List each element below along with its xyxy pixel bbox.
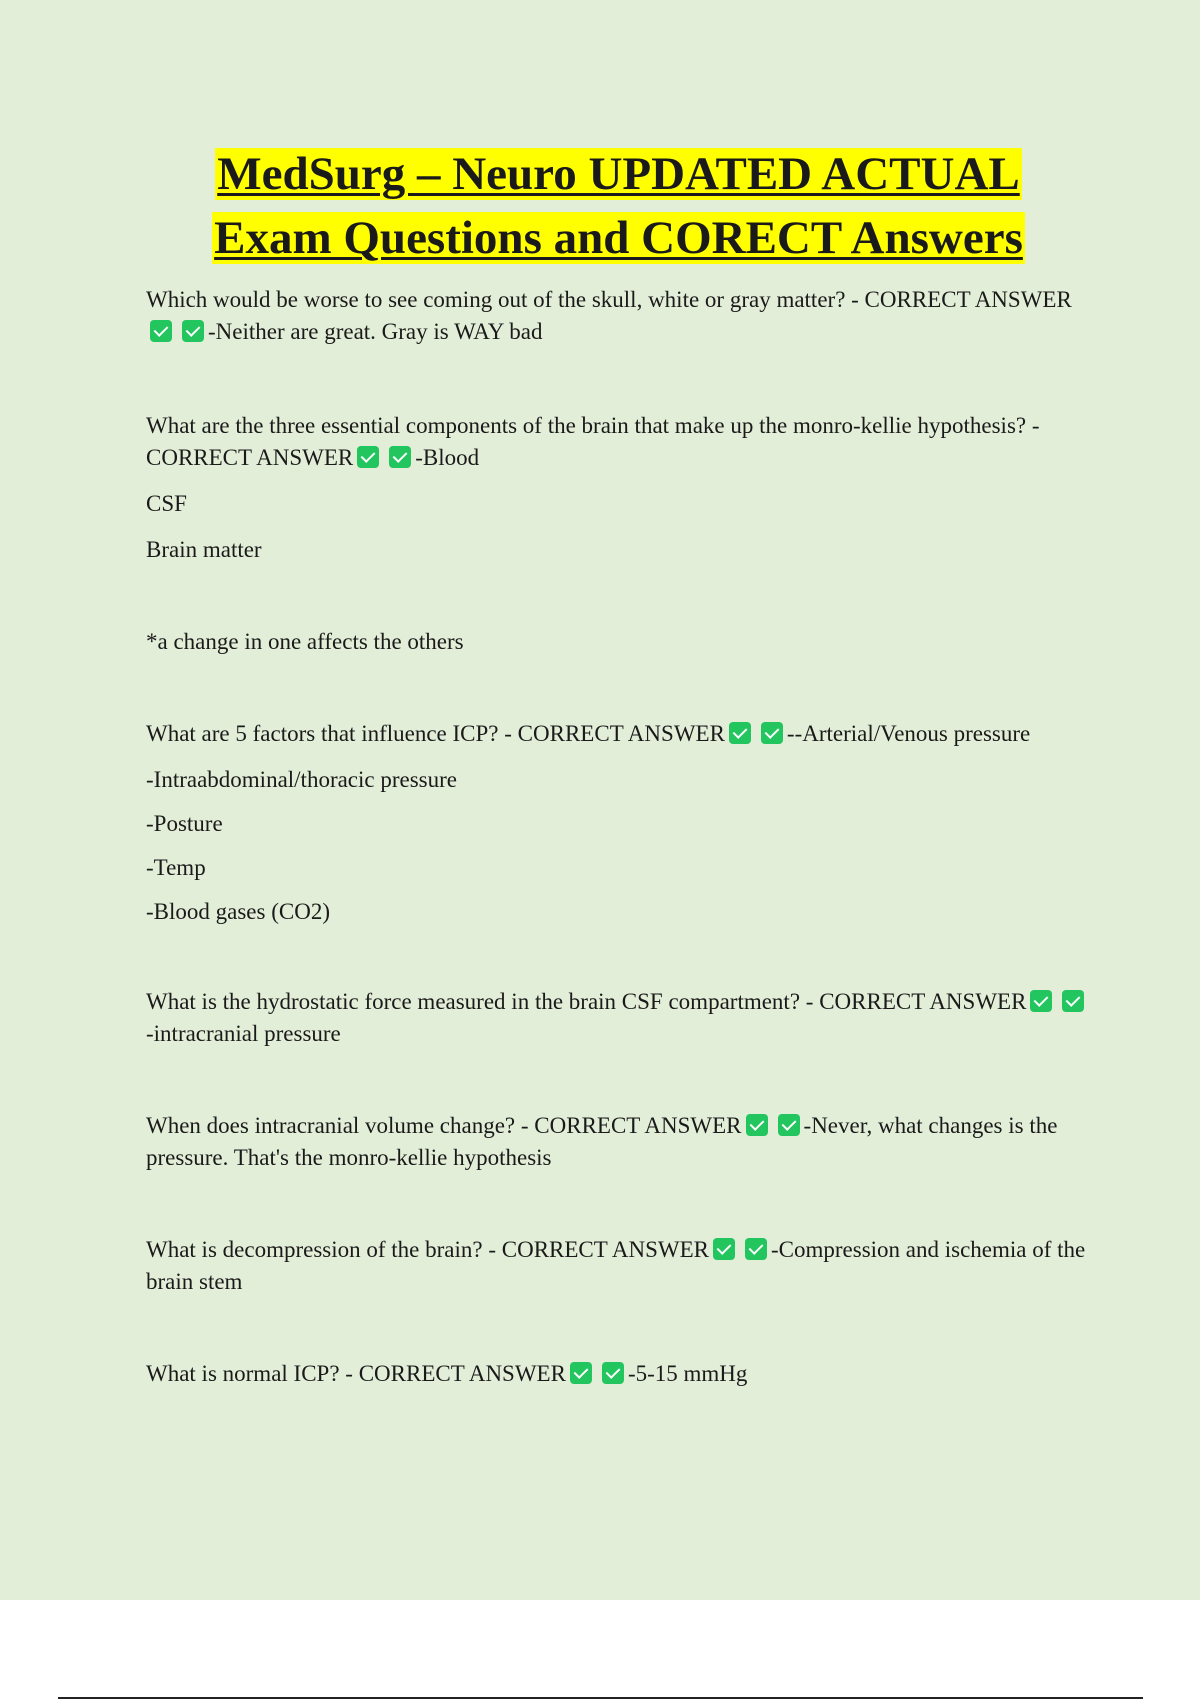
question-text: What is the hydrostatic force measured in the brain CSF compartment? - CORRECT ANSWER bbox=[146, 989, 1027, 1014]
check-box-icon bbox=[745, 1238, 767, 1260]
document-content bbox=[146, 142, 1091, 1390]
answer-text: -Neither are great. Gray is WAY bad bbox=[208, 319, 543, 344]
question-text: What are the three essential components of the brain that make up the monro-kellie hypothesis? - CORRECT ANSWER bbox=[146, 413, 1040, 470]
answer-text: -Blood bbox=[415, 445, 480, 470]
question-text: What is normal ICP? - CORRECT ANSWER bbox=[146, 1361, 566, 1386]
check-box-icon bbox=[713, 1238, 735, 1260]
answer-line: CSF bbox=[146, 491, 187, 516]
answer-text: -Never, what changes is the pressure. That's the monro-kellie hypothesis bbox=[146, 1113, 1058, 1170]
footer-divider bbox=[58, 1697, 1143, 1699]
check-box-icon bbox=[729, 722, 751, 744]
check-box-icon bbox=[182, 320, 204, 342]
title-line-2: Exam Questions and CORECT Answers bbox=[214, 212, 1023, 264]
question-text: What is decompression of the brain? - CORRECT ANSWER bbox=[146, 1237, 709, 1262]
answer-line: -Temp bbox=[146, 855, 206, 880]
check-box-icon bbox=[357, 446, 379, 468]
check-box-icon bbox=[1062, 990, 1084, 1012]
answer-text: -Compression and ischemia of the brain stem bbox=[146, 1237, 1086, 1294]
check-box-icon bbox=[150, 320, 172, 342]
qa-item-6 bbox=[146, 1234, 1091, 1298]
answer-note: *a change in one affects the others bbox=[146, 629, 464, 654]
question-text: What are 5 factors that influence ICP? - CORRECT ANSWER bbox=[146, 721, 725, 746]
answer-line: -Blood gases (CO2) bbox=[146, 899, 330, 924]
check-box-icon bbox=[570, 1362, 592, 1384]
answer-line: -Intraabdominal/thoracic pressure bbox=[146, 767, 458, 792]
qa-item-5 bbox=[146, 1110, 1091, 1174]
qa-item-4 bbox=[146, 986, 1091, 1050]
check-box-icon bbox=[778, 1114, 800, 1136]
qa-item-2 bbox=[146, 410, 1091, 658]
check-box-icon bbox=[602, 1362, 624, 1384]
answer-text: -5-15 mmHg bbox=[627, 1361, 748, 1386]
question-text: Which would be worse to see coming out of the skull, white or gray matter? - CORRECT ANSWER bbox=[146, 287, 1072, 312]
answer-line: Brain matter bbox=[146, 537, 262, 562]
document-title bbox=[146, 142, 1091, 270]
qa-item-7 bbox=[146, 1358, 1091, 1390]
question-text: When does intracranial volume change? - CORRECT ANSWER bbox=[146, 1113, 742, 1138]
answer-text: -intracranial pressure bbox=[146, 1021, 341, 1046]
check-box-icon bbox=[389, 446, 411, 468]
check-box-icon bbox=[746, 1114, 768, 1136]
answer-text: --Arterial/Venous pressure bbox=[786, 721, 1031, 746]
check-box-icon bbox=[761, 722, 783, 744]
check-box-icon bbox=[1030, 990, 1052, 1012]
qa-item-3 bbox=[146, 718, 1091, 928]
qa-item-1 bbox=[146, 284, 1091, 348]
answer-line: -Posture bbox=[146, 811, 223, 836]
title-line-1: MedSurg – Neuro UPDATED ACTUAL bbox=[217, 148, 1020, 200]
